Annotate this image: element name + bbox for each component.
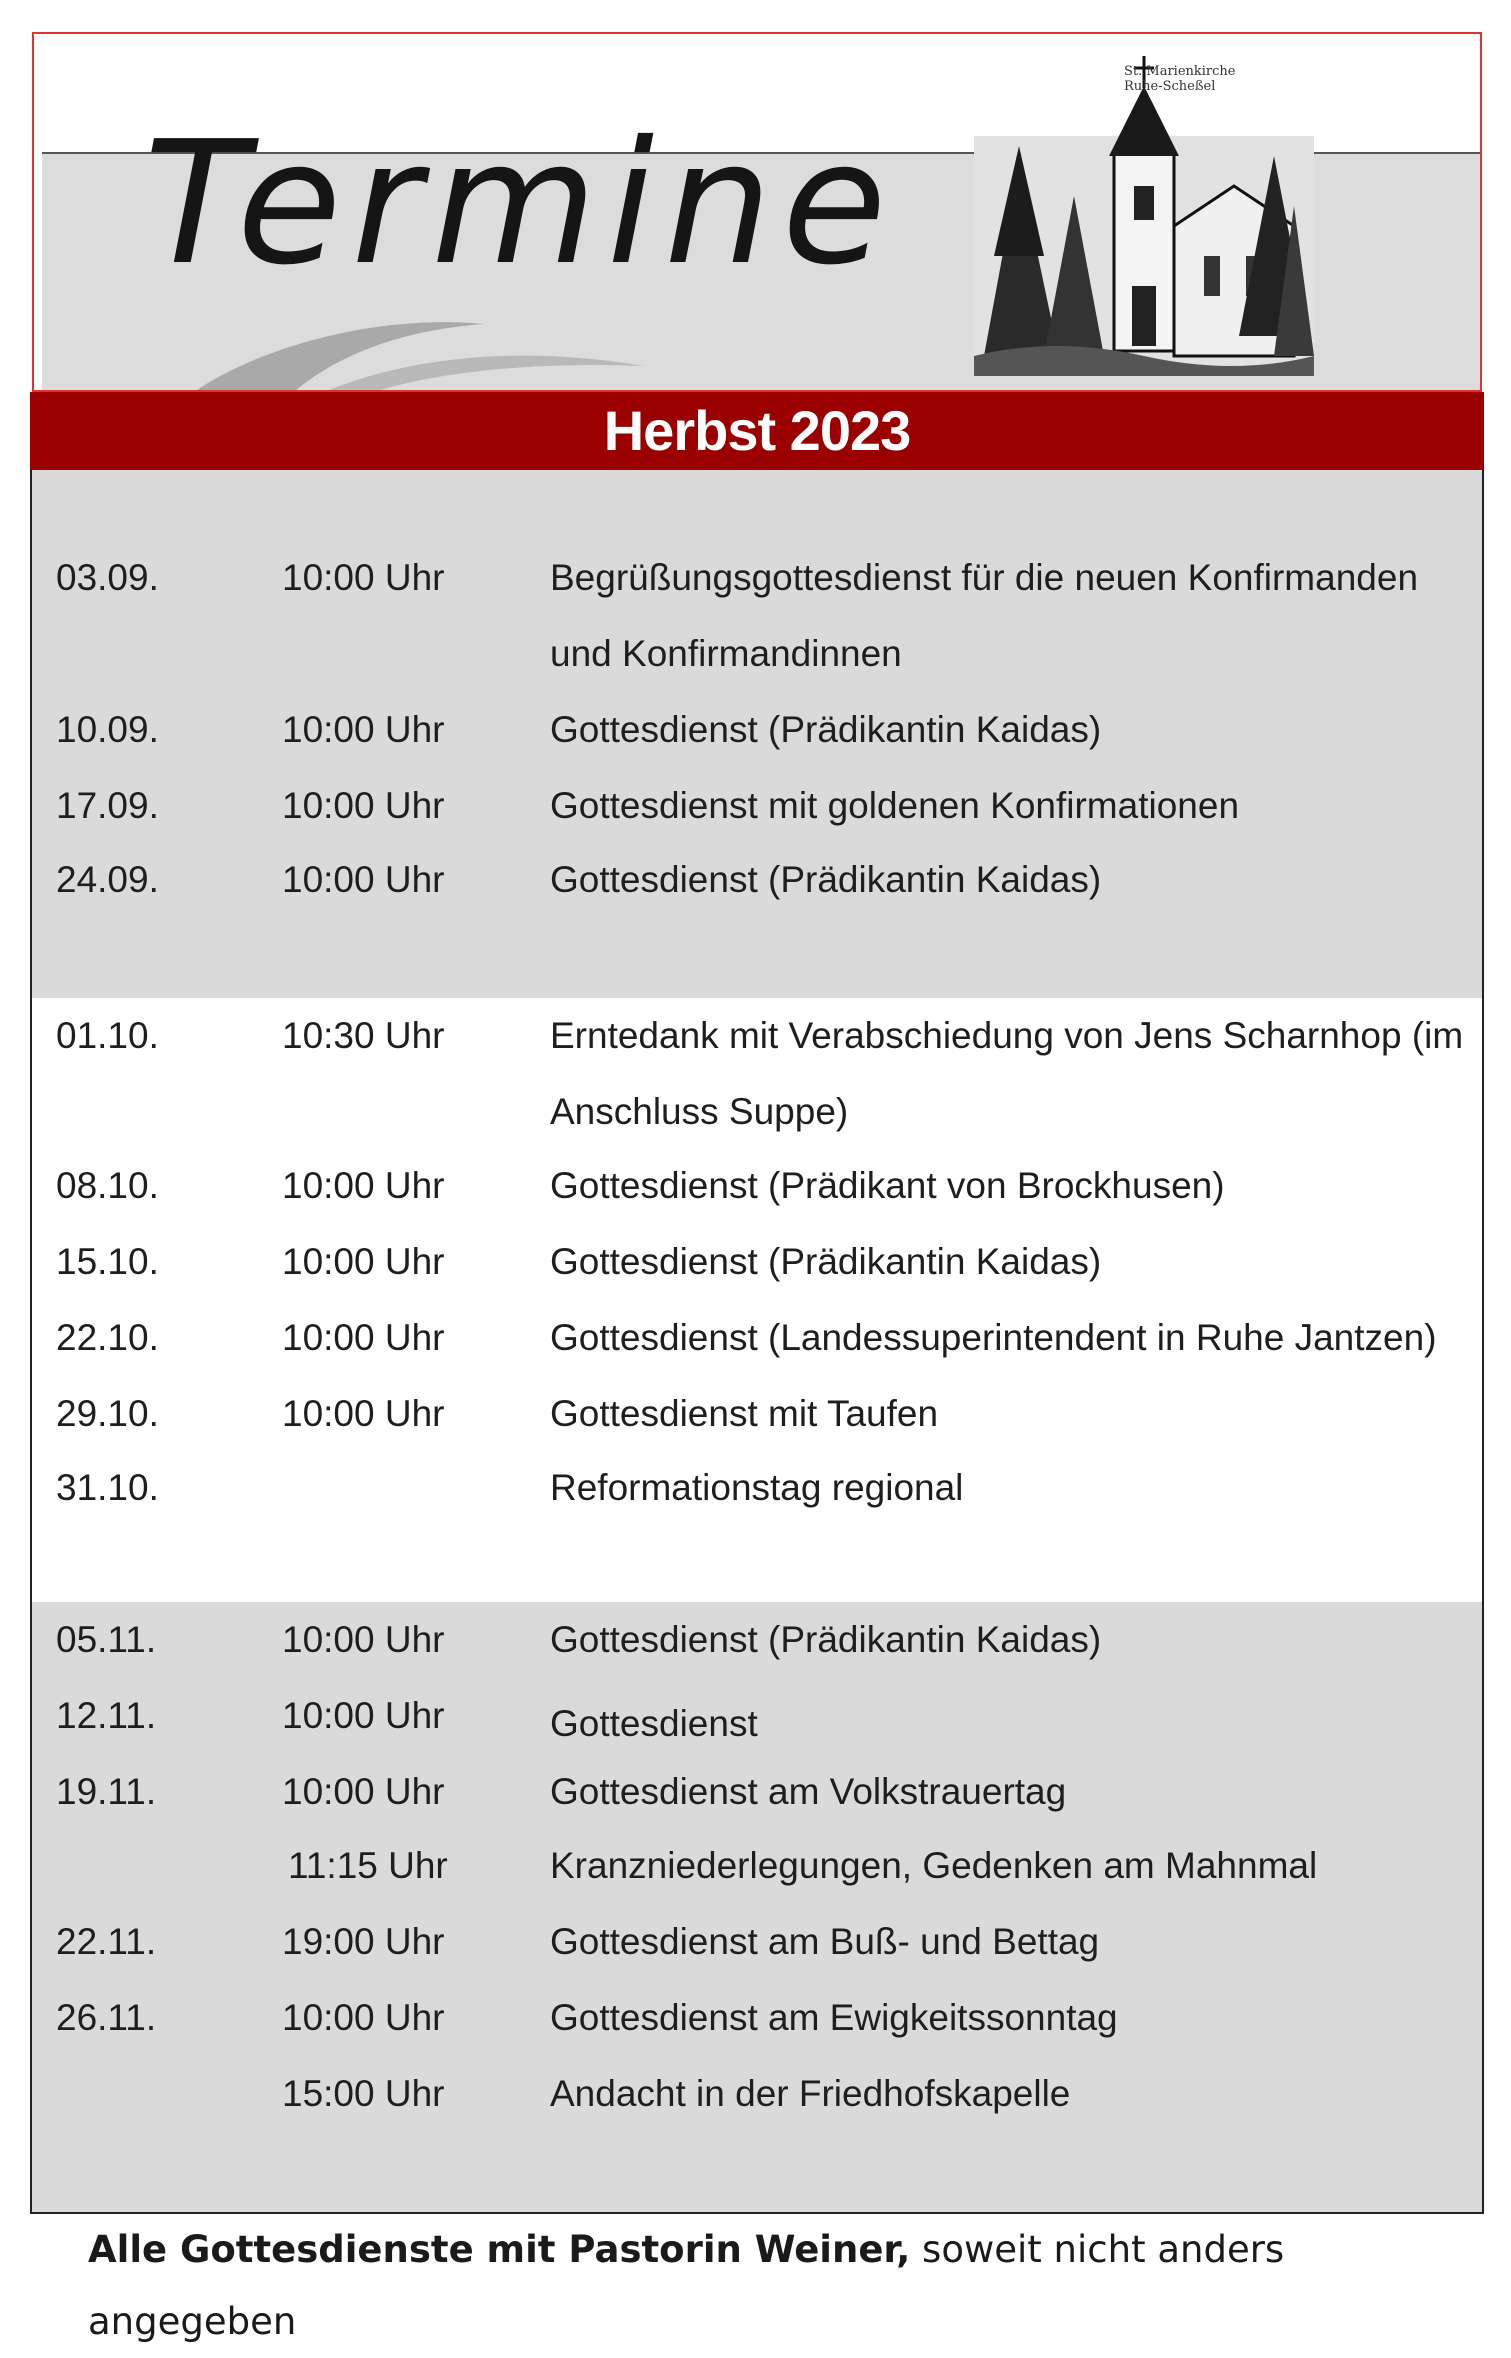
entry-date: 12.11.: [56, 1695, 157, 1736]
entry-time: 10:00 Uhr: [282, 1997, 445, 2038]
entry-time: 10:00 Uhr: [282, 1695, 445, 1736]
entry-description: Gottesdienst (Prädikantin Kaidas): [550, 709, 1102, 750]
section-november: [32, 1602, 1482, 2212]
entry-time: 11:15 Uhr: [288, 1845, 448, 1886]
entry-time: 10:00 Uhr: [282, 1771, 445, 1812]
entry-description: Gottesdienst (Landessuperintendent in Ruhe Jantzen): [550, 1317, 1437, 1358]
entry-date: 31.10.: [56, 1467, 159, 1508]
entry-date: 29.10.: [56, 1393, 159, 1434]
entry-time: 10:30 Uhr: [282, 1015, 445, 1056]
entry-date: 19.11.: [56, 1771, 157, 1812]
header-banner: [32, 32, 1482, 392]
entry-date: 24.09.: [56, 859, 159, 900]
entry-time: 10:00 Uhr: [282, 859, 445, 900]
entry-description: Erntedank mit Verabschiedung von Jens Scharnhop (im Anschluss Suppe): [550, 1015, 1464, 1132]
church-caption-line-1: St. Marienkirche: [1124, 64, 1236, 79]
entry-description: Kranzniederlegungen, Gedenken am Mahnmal: [550, 1845, 1318, 1886]
entry-time: 10:00 Uhr: [282, 709, 445, 750]
schedule-table: [30, 470, 1484, 2214]
entry-date: 17.09.: [56, 785, 159, 826]
entry-date: 05.11.: [56, 1619, 157, 1660]
entry-date: 26.11.: [56, 1997, 157, 2038]
entry-description: Gottesdienst (Prädikant von Brockhusen): [550, 1165, 1225, 1206]
page-title: Termine: [144, 105, 897, 303]
footer-note: [88, 2214, 1488, 2358]
church-illustration: [974, 56, 1314, 376]
entry-time: 10:00 Uhr: [282, 1317, 445, 1358]
entry-description: Andacht in der Friedhofskapelle: [550, 2073, 1071, 2114]
swoosh-graphic: [184, 304, 664, 392]
entry-description: Gottesdienst (Prädikantin Kaidas): [550, 1241, 1102, 1282]
entry-date: 10.09.: [56, 709, 159, 750]
entry-time: 10:00 Uhr: [282, 1165, 445, 1206]
entry-time: 10:00 Uhr: [282, 1619, 445, 1660]
entry-description: Begrüßungsgottesdienst für die neuen Konfirmanden und Konfirmandinnen: [550, 557, 1419, 674]
entry-description: Gottesdienst (Prädikantin Kaidas): [550, 859, 1102, 900]
entry-date: 03.09.: [56, 557, 159, 598]
entry-description: Gottesdienst mit Taufen: [550, 1393, 939, 1434]
entry-description: Gottesdienst (Prädikantin Kaidas): [550, 1619, 1102, 1660]
entry-description: Gottesdienst: [550, 1703, 758, 1744]
church-caption: [1124, 64, 1236, 94]
entry-description: Reformationstag regional: [550, 1467, 964, 1508]
entry-time: 10:00 Uhr: [282, 557, 445, 598]
entry-description: Gottesdienst mit goldenen Konfirmationen: [550, 785, 1240, 826]
entry-date: 08.10.: [56, 1165, 159, 1206]
entry-description: Gottesdienst am Volkstrauertag: [550, 1771, 1067, 1812]
entry-date: 22.10.: [56, 1317, 159, 1358]
entry-time: 19:00 Uhr: [282, 1921, 445, 1962]
footer-normal-text: soweit nicht anders angegeben: [88, 2228, 1285, 2343]
footer-bold-text: Alle Gottesdienste mit Pastorin Weiner,: [88, 2228, 911, 2271]
section-september: [32, 470, 1482, 998]
entry-time: 10:00 Uhr: [282, 1393, 445, 1434]
entry-time: 10:00 Uhr: [282, 785, 445, 826]
entry-time: 10:00 Uhr: [282, 1241, 445, 1282]
season-heading: Herbst 2023: [30, 392, 1484, 470]
entry-time: 15:00 Uhr: [282, 2073, 445, 2114]
church-caption-line-2: Ruhe-Scheßel: [1124, 79, 1216, 94]
entry-description: Gottesdienst am Ewigkeitssonntag: [550, 1997, 1118, 2038]
entry-date: 15.10.: [56, 1241, 159, 1282]
entry-date: 01.10.: [56, 1015, 159, 1056]
entry-date: 22.11.: [56, 1921, 157, 1962]
entry-description: Gottesdienst am Buß- und Bettag: [550, 1921, 1100, 1962]
section-oktober: [32, 998, 1482, 1602]
